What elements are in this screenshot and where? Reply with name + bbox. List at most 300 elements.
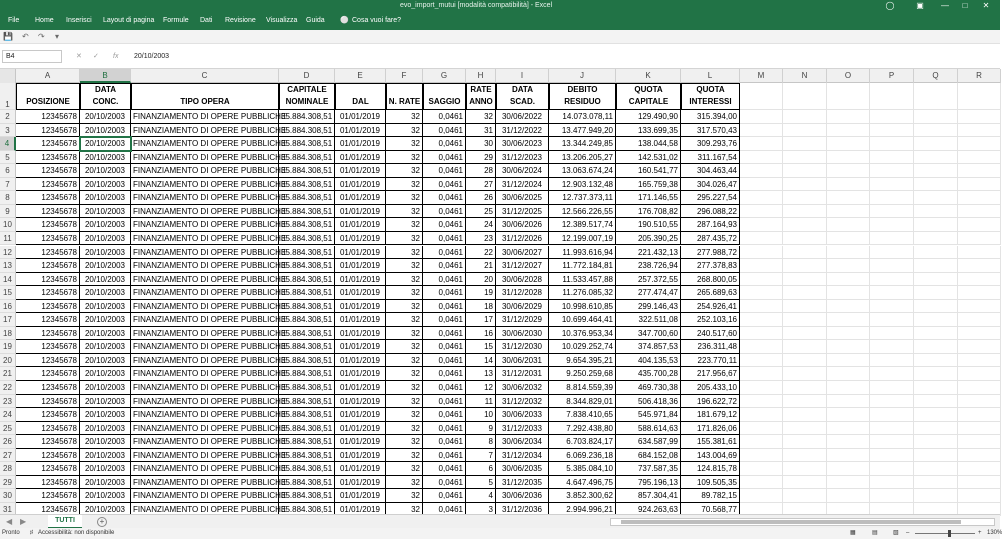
empty-cell[interactable] bbox=[783, 313, 827, 327]
column-header-l[interactable]: L bbox=[681, 69, 740, 83]
cell-dal[interactable]: 01/01/2019 bbox=[335, 489, 386, 503]
zoom-slider[interactable] bbox=[915, 533, 975, 534]
empty-cell[interactable] bbox=[870, 110, 914, 124]
cell-tipo-opera[interactable]: FINANZIAMENTO DI OPERE PUBBLICHE bbox=[131, 489, 279, 503]
empty-cell[interactable] bbox=[958, 408, 1001, 422]
header-data-scad[interactable] bbox=[496, 83, 549, 110]
cell-quota-capitale[interactable]: 374.857,53 bbox=[616, 340, 681, 354]
header-rate-anno[interactable] bbox=[466, 83, 496, 110]
cell-n-rate[interactable]: 32 bbox=[386, 300, 423, 314]
cell-posizione[interactable]: 12345678 bbox=[16, 503, 80, 517]
cell-debito-residuo[interactable]: 6.069.236,18 bbox=[549, 449, 616, 463]
prev-sheet-icon[interactable]: ◀ bbox=[6, 517, 13, 526]
cell-capitale-nominale[interactable]: 35.884.308,51 bbox=[279, 300, 335, 314]
empty-cell[interactable] bbox=[870, 340, 914, 354]
cell-capitale-nominale[interactable]: 35.884.308,51 bbox=[279, 110, 335, 124]
cell-saggio[interactable]: 0,0461 bbox=[423, 354, 466, 368]
cell-data-conc[interactable]: 20/10/2003 bbox=[80, 408, 131, 422]
empty-cell[interactable] bbox=[827, 422, 870, 436]
cell-quota-capitale[interactable]: 165.759,38 bbox=[616, 178, 681, 192]
cell-saggio[interactable]: 0,0461 bbox=[423, 124, 466, 138]
empty-cell[interactable] bbox=[914, 178, 958, 192]
empty-cell[interactable] bbox=[958, 151, 1001, 165]
cell-saggio[interactable]: 0,0461 bbox=[423, 395, 466, 409]
row-header-15[interactable]: 15 bbox=[0, 286, 16, 300]
empty-cell[interactable] bbox=[740, 476, 783, 490]
cell-data-scad[interactable]: 31/12/2028 bbox=[496, 286, 549, 300]
cell-capitale-nominale[interactable]: 35.884.308,51 bbox=[279, 124, 335, 138]
select-all-corner[interactable] bbox=[0, 69, 16, 83]
cell-dal[interactable]: 01/01/2019 bbox=[335, 381, 386, 395]
cell-debito-residuo[interactable]: 4.647.496,75 bbox=[549, 476, 616, 490]
cell-quota-capitale[interactable]: 133.699,35 bbox=[616, 124, 681, 138]
cell-capitale-nominale[interactable]: 35.884.308,51 bbox=[279, 422, 335, 436]
cell-quota-interessi[interactable]: 109.505,35 bbox=[681, 476, 740, 490]
cell-dal[interactable]: 01/01/2019 bbox=[335, 435, 386, 449]
cell-dal[interactable]: 01/01/2019 bbox=[335, 503, 386, 517]
cell-quota-capitale[interactable]: 221.432,13 bbox=[616, 246, 681, 260]
cell-saggio[interactable]: 0,0461 bbox=[423, 435, 466, 449]
row-header-3[interactable]: 3 bbox=[0, 124, 16, 138]
cell-capitale-nominale[interactable]: 35.884.308,51 bbox=[279, 178, 335, 192]
zoom-in-icon[interactable]: + bbox=[978, 530, 982, 536]
cell-debito-residuo[interactable]: 8.814.559,39 bbox=[549, 381, 616, 395]
cell-quota-interessi[interactable]: 254.926,41 bbox=[681, 300, 740, 314]
empty-cell[interactable] bbox=[870, 313, 914, 327]
formula-input[interactable]: 20/10/2003 bbox=[134, 53, 170, 60]
cell-debito-residuo[interactable]: 10.029.252,74 bbox=[549, 340, 616, 354]
empty-cell[interactable] bbox=[958, 462, 1001, 476]
row-header-18[interactable]: 18 bbox=[0, 327, 16, 341]
empty-cell[interactable] bbox=[914, 232, 958, 246]
horizontal-scrollbar[interactable] bbox=[610, 518, 995, 526]
row-header-20[interactable]: 20 bbox=[0, 354, 16, 368]
empty-cell[interactable] bbox=[740, 300, 783, 314]
add-sheet-button[interactable]: + bbox=[97, 517, 107, 527]
zoom-level[interactable]: 130% bbox=[987, 530, 1002, 536]
empty-cell[interactable] bbox=[827, 124, 870, 138]
column-header-q[interactable]: Q bbox=[914, 69, 958, 83]
empty-cell[interactable] bbox=[783, 300, 827, 314]
empty-cell[interactable] bbox=[740, 124, 783, 138]
cell-capitale-nominale[interactable]: 35.884.308,51 bbox=[279, 246, 335, 260]
cell-quota-interessi[interactable]: 181.679,12 bbox=[681, 408, 740, 422]
cell-rate-anno[interactable]: 13 bbox=[466, 367, 496, 381]
empty-cell[interactable] bbox=[740, 435, 783, 449]
empty-cell[interactable] bbox=[914, 449, 958, 463]
cell-data-conc[interactable]: 20/10/2003 bbox=[80, 137, 131, 151]
cell-tipo-opera[interactable]: FINANZIAMENTO DI OPERE PUBBLICHE bbox=[131, 259, 279, 273]
empty-cell[interactable] bbox=[914, 462, 958, 476]
empty-cell[interactable] bbox=[740, 218, 783, 232]
empty-cell[interactable] bbox=[783, 246, 827, 260]
empty-cell[interactable] bbox=[827, 137, 870, 151]
column-header-h[interactable]: H bbox=[466, 69, 496, 83]
empty-cell[interactable] bbox=[958, 259, 1001, 273]
row-header-19[interactable]: 19 bbox=[0, 340, 16, 354]
scrollbar-thumb[interactable] bbox=[621, 520, 961, 524]
empty-cell[interactable] bbox=[958, 124, 1001, 138]
empty-cell[interactable] bbox=[740, 354, 783, 368]
empty-cell[interactable] bbox=[914, 137, 958, 151]
cell-tipo-opera[interactable]: FINANZIAMENTO DI OPERE PUBBLICHE bbox=[131, 340, 279, 354]
empty-cell[interactable] bbox=[740, 164, 783, 178]
cell-posizione[interactable]: 12345678 bbox=[16, 218, 80, 232]
cell-n-rate[interactable]: 32 bbox=[386, 395, 423, 409]
cell-data-scad[interactable]: 31/12/2033 bbox=[496, 422, 549, 436]
cell-n-rate[interactable]: 32 bbox=[386, 246, 423, 260]
cell-rate-anno[interactable]: 7 bbox=[466, 449, 496, 463]
cell-rate-anno[interactable]: 4 bbox=[466, 489, 496, 503]
empty-cell[interactable] bbox=[783, 191, 827, 205]
cell-quota-interessi[interactable]: 311.167,54 bbox=[681, 151, 740, 165]
cell-capitale-nominale[interactable]: 35.884.308,51 bbox=[279, 462, 335, 476]
cell-saggio[interactable]: 0,0461 bbox=[423, 449, 466, 463]
cell-rate-anno[interactable]: 32 bbox=[466, 110, 496, 124]
cell-quota-capitale[interactable]: 257.372,55 bbox=[616, 273, 681, 287]
empty-cell[interactable] bbox=[914, 218, 958, 232]
column-header-k[interactable]: K bbox=[616, 69, 681, 83]
cell-quota-capitale[interactable]: 684.152,08 bbox=[616, 449, 681, 463]
cell-data-conc[interactable]: 20/10/2003 bbox=[80, 205, 131, 219]
cell-capitale-nominale[interactable]: 35.884.308,51 bbox=[279, 367, 335, 381]
cell-capitale-nominale[interactable]: 35.884.308,51 bbox=[279, 191, 335, 205]
cell-dal[interactable]: 01/01/2019 bbox=[335, 327, 386, 341]
cell-quota-capitale[interactable]: 634.587,99 bbox=[616, 435, 681, 449]
cell-posizione[interactable]: 12345678 bbox=[16, 273, 80, 287]
cell-n-rate[interactable]: 32 bbox=[386, 178, 423, 192]
cell-n-rate[interactable]: 32 bbox=[386, 164, 423, 178]
cell-data-scad[interactable]: 30/06/2028 bbox=[496, 273, 549, 287]
cell-rate-anno[interactable]: 31 bbox=[466, 124, 496, 138]
accessibility-icon[interactable]: ♯ bbox=[30, 530, 33, 536]
cell-dal[interactable]: 01/01/2019 bbox=[335, 218, 386, 232]
row-header-16[interactable]: 16 bbox=[0, 300, 16, 314]
cell-saggio[interactable]: 0,0461 bbox=[423, 462, 466, 476]
empty-cell[interactable] bbox=[783, 381, 827, 395]
cell-tipo-opera[interactable]: FINANZIAMENTO DI OPERE PUBBLICHE bbox=[131, 449, 279, 463]
cell-debito-residuo[interactable]: 14.073.078,11 bbox=[549, 110, 616, 124]
column-header-c[interactable]: C bbox=[131, 69, 279, 83]
cell-capitale-nominale[interactable]: 35.884.308,51 bbox=[279, 164, 335, 178]
empty-cell[interactable] bbox=[740, 205, 783, 219]
cell-data-conc[interactable]: 20/10/2003 bbox=[80, 191, 131, 205]
cell-quota-capitale[interactable]: 347.700,60 bbox=[616, 327, 681, 341]
empty-cell[interactable] bbox=[870, 137, 914, 151]
cell-saggio[interactable]: 0,0461 bbox=[423, 327, 466, 341]
cell-tipo-opera[interactable]: FINANZIAMENTO DI OPERE PUBBLICHE bbox=[131, 191, 279, 205]
cell-posizione[interactable]: 12345678 bbox=[16, 327, 80, 341]
cell-rate-anno[interactable]: 28 bbox=[466, 164, 496, 178]
cell-data-conc[interactable]: 20/10/2003 bbox=[80, 151, 131, 165]
empty-cell[interactable] bbox=[783, 124, 827, 138]
cell-n-rate[interactable]: 32 bbox=[386, 503, 423, 517]
cell-dal[interactable]: 01/01/2019 bbox=[335, 232, 386, 246]
cell-tipo-opera[interactable]: FINANZIAMENTO DI OPERE PUBBLICHE bbox=[131, 137, 279, 151]
cell-quota-capitale[interactable]: 299.146,43 bbox=[616, 300, 681, 314]
cell-saggio[interactable]: 0,0461 bbox=[423, 151, 466, 165]
cell-tipo-opera[interactable]: FINANZIAMENTO DI OPERE PUBBLICHE bbox=[131, 286, 279, 300]
empty-cell[interactable] bbox=[740, 232, 783, 246]
row-header-1[interactable]: 1 bbox=[0, 83, 16, 110]
cell-data-scad[interactable]: 30/06/2034 bbox=[496, 435, 549, 449]
cell-quota-capitale[interactable]: 176.708,82 bbox=[616, 205, 681, 219]
cell-capitale-nominale[interactable]: 35.884.308,51 bbox=[279, 232, 335, 246]
empty-cell[interactable] bbox=[827, 395, 870, 409]
cell-capitale-nominale[interactable]: 35.884.308,51 bbox=[279, 435, 335, 449]
undo-icon[interactable]: ↶ bbox=[22, 32, 29, 41]
column-header-a[interactable]: A bbox=[16, 69, 80, 83]
minimize-icon[interactable]: — bbox=[941, 1, 949, 10]
name-box[interactable]: B4 bbox=[2, 50, 62, 63]
cell-dal[interactable]: 01/01/2019 bbox=[335, 408, 386, 422]
cell-dal[interactable]: 01/01/2019 bbox=[335, 300, 386, 314]
cell-n-rate[interactable]: 32 bbox=[386, 273, 423, 287]
tab-revisione[interactable]: Revisione bbox=[225, 17, 256, 24]
cell-debito-residuo[interactable]: 13.344.249,85 bbox=[549, 137, 616, 151]
cell-n-rate[interactable]: 32 bbox=[386, 340, 423, 354]
cell-data-scad[interactable]: 30/06/2033 bbox=[496, 408, 549, 422]
empty-cell[interactable] bbox=[958, 449, 1001, 463]
cell-data-scad[interactable]: 31/12/2024 bbox=[496, 178, 549, 192]
row-header-7[interactable]: 7 bbox=[0, 178, 16, 192]
empty-cell[interactable] bbox=[783, 476, 827, 490]
empty-cell[interactable] bbox=[827, 476, 870, 490]
cell-dal[interactable]: 01/01/2019 bbox=[335, 462, 386, 476]
cell-debito-residuo[interactable]: 8.344.829,01 bbox=[549, 395, 616, 409]
empty-cell[interactable] bbox=[870, 246, 914, 260]
cell-debito-residuo[interactable]: 3.852.300,62 bbox=[549, 489, 616, 503]
page-break-icon[interactable]: ▧ bbox=[893, 530, 899, 536]
cell-data-scad[interactable]: 30/06/2030 bbox=[496, 327, 549, 341]
empty-cell[interactable] bbox=[870, 232, 914, 246]
cell-posizione[interactable]: 12345678 bbox=[16, 435, 80, 449]
cell-debito-residuo[interactable]: 11.772.184,81 bbox=[549, 259, 616, 273]
cell-debito-residuo[interactable]: 9.654.395,21 bbox=[549, 354, 616, 368]
cell-data-conc[interactable]: 20/10/2003 bbox=[80, 476, 131, 490]
empty-cell[interactable] bbox=[783, 259, 827, 273]
cell-data-conc[interactable]: 20/10/2003 bbox=[80, 110, 131, 124]
cell-tipo-opera[interactable]: FINANZIAMENTO DI OPERE PUBBLICHE bbox=[131, 205, 279, 219]
cell-n-rate[interactable]: 32 bbox=[386, 151, 423, 165]
cell-rate-anno[interactable]: 14 bbox=[466, 354, 496, 368]
cell-capitale-nominale[interactable]: 35.884.308,51 bbox=[279, 137, 335, 151]
cell-dal[interactable]: 01/01/2019 bbox=[335, 246, 386, 260]
empty-cell[interactable] bbox=[740, 286, 783, 300]
header-data-conc[interactable] bbox=[80, 83, 131, 110]
empty-cell[interactable] bbox=[827, 178, 870, 192]
empty-cell[interactable] bbox=[958, 476, 1001, 490]
cell-n-rate[interactable]: 32 bbox=[386, 327, 423, 341]
cell-posizione[interactable]: 12345678 bbox=[16, 300, 80, 314]
cell-debito-residuo[interactable]: 9.250.259,68 bbox=[549, 367, 616, 381]
empty-cell[interactable] bbox=[870, 381, 914, 395]
cell-rate-anno[interactable]: 30 bbox=[466, 137, 496, 151]
empty-cell[interactable] bbox=[914, 110, 958, 124]
cell-rate-anno[interactable]: 21 bbox=[466, 259, 496, 273]
accessibility-status[interactable]: Accessibilità: non disponibile bbox=[38, 530, 115, 536]
cell-quota-capitale[interactable]: 322.511,08 bbox=[616, 313, 681, 327]
cell-saggio[interactable]: 0,0461 bbox=[423, 300, 466, 314]
cell-quota-interessi[interactable]: 155.381,61 bbox=[681, 435, 740, 449]
row-header-21[interactable]: 21 bbox=[0, 367, 16, 381]
row-header-5[interactable]: 5 bbox=[0, 151, 16, 165]
cell-data-conc[interactable]: 20/10/2003 bbox=[80, 462, 131, 476]
empty-cell[interactable] bbox=[958, 435, 1001, 449]
save-icon[interactable]: 💾 bbox=[3, 32, 13, 41]
cell-saggio[interactable]: 0,0461 bbox=[423, 408, 466, 422]
cell-quota-capitale[interactable]: 171.146,55 bbox=[616, 191, 681, 205]
cell-posizione[interactable]: 12345678 bbox=[16, 151, 80, 165]
cell-posizione[interactable]: 12345678 bbox=[16, 232, 80, 246]
cell-capitale-nominale[interactable]: 35.884.308,51 bbox=[279, 286, 335, 300]
cell-dal[interactable]: 01/01/2019 bbox=[335, 137, 386, 151]
cell-data-scad[interactable]: 30/06/2035 bbox=[496, 462, 549, 476]
cell-n-rate[interactable]: 32 bbox=[386, 137, 423, 151]
empty-cell[interactable] bbox=[827, 232, 870, 246]
empty-cell[interactable] bbox=[914, 151, 958, 165]
empty-cell[interactable] bbox=[783, 205, 827, 219]
cell-posizione[interactable]: 12345678 bbox=[16, 381, 80, 395]
cell-data-scad[interactable]: 31/12/2023 bbox=[496, 151, 549, 165]
cell-n-rate[interactable]: 32 bbox=[386, 313, 423, 327]
cell-quota-capitale[interactable]: 142.531,02 bbox=[616, 151, 681, 165]
tab-dati[interactable]: Dati bbox=[200, 17, 213, 24]
empty-cell[interactable] bbox=[870, 476, 914, 490]
cell-posizione[interactable]: 12345678 bbox=[16, 449, 80, 463]
cell-posizione[interactable]: 12345678 bbox=[16, 476, 80, 490]
row-header-6[interactable]: 6 bbox=[0, 164, 16, 178]
cell-data-scad[interactable]: 30/06/2036 bbox=[496, 489, 549, 503]
empty-cell[interactable] bbox=[783, 354, 827, 368]
cell-quota-interessi[interactable]: 265.689,63 bbox=[681, 286, 740, 300]
row-header-26[interactable]: 26 bbox=[0, 435, 16, 449]
cell-n-rate[interactable]: 32 bbox=[386, 381, 423, 395]
cell-quota-capitale[interactable]: 129.490,90 bbox=[616, 110, 681, 124]
cell-dal[interactable]: 01/01/2019 bbox=[335, 151, 386, 165]
cell-saggio[interactable]: 0,0461 bbox=[423, 313, 466, 327]
cell-dal[interactable]: 01/01/2019 bbox=[335, 422, 386, 436]
cell-tipo-opera[interactable]: FINANZIAMENTO DI OPERE PUBBLICHE bbox=[131, 232, 279, 246]
cell-rate-anno[interactable]: 20 bbox=[466, 273, 496, 287]
row-header-8[interactable]: 8 bbox=[0, 191, 16, 205]
cell-rate-anno[interactable]: 15 bbox=[466, 340, 496, 354]
cell-quota-interessi[interactable]: 171.826,06 bbox=[681, 422, 740, 436]
cell-quota-interessi[interactable]: 296.088,22 bbox=[681, 205, 740, 219]
empty-cell[interactable] bbox=[914, 83, 958, 110]
cell-quota-interessi[interactable]: 304.463,44 bbox=[681, 164, 740, 178]
cell-rate-anno[interactable]: 3 bbox=[466, 503, 496, 517]
cell-posizione[interactable]: 12345678 bbox=[16, 354, 80, 368]
empty-cell[interactable] bbox=[958, 367, 1001, 381]
empty-cell[interactable] bbox=[740, 340, 783, 354]
empty-cell[interactable] bbox=[870, 462, 914, 476]
cell-debito-residuo[interactable]: 12.566.226,55 bbox=[549, 205, 616, 219]
row-header-23[interactable]: 23 bbox=[0, 395, 16, 409]
customize-icon[interactable]: ▾ bbox=[55, 32, 60, 41]
empty-cell[interactable] bbox=[914, 286, 958, 300]
cell-debito-residuo[interactable]: 13.477.949,20 bbox=[549, 124, 616, 138]
cell-quota-capitale[interactable]: 924.263,63 bbox=[616, 503, 681, 517]
cell-saggio[interactable]: 0,0461 bbox=[423, 178, 466, 192]
empty-cell[interactable] bbox=[870, 300, 914, 314]
cell-tipo-opera[interactable]: FINANZIAMENTO DI OPERE PUBBLICHE bbox=[131, 503, 279, 517]
cell-data-scad[interactable]: 31/12/2032 bbox=[496, 395, 549, 409]
cell-saggio[interactable]: 0,0461 bbox=[423, 273, 466, 287]
header-dal[interactable] bbox=[335, 83, 386, 110]
empty-cell[interactable] bbox=[958, 232, 1001, 246]
tab-inserisci[interactable]: Inserisci bbox=[66, 17, 92, 24]
cell-tipo-opera[interactable]: FINANZIAMENTO DI OPERE PUBBLICHE bbox=[131, 300, 279, 314]
cell-rate-anno[interactable]: 26 bbox=[466, 191, 496, 205]
cell-posizione[interactable]: 12345678 bbox=[16, 408, 80, 422]
cell-data-conc[interactable]: 20/10/2003 bbox=[80, 489, 131, 503]
column-header-m[interactable]: M bbox=[740, 69, 783, 83]
empty-cell[interactable] bbox=[740, 83, 783, 110]
cell-data-conc[interactable]: 20/10/2003 bbox=[80, 503, 131, 517]
empty-cell[interactable] bbox=[740, 327, 783, 341]
empty-cell[interactable] bbox=[740, 110, 783, 124]
empty-cell[interactable] bbox=[870, 395, 914, 409]
cell-quota-interessi[interactable]: 223.770,11 bbox=[681, 354, 740, 368]
empty-cell[interactable] bbox=[958, 340, 1001, 354]
cell-saggio[interactable]: 0,0461 bbox=[423, 286, 466, 300]
cell-data-conc[interactable]: 20/10/2003 bbox=[80, 232, 131, 246]
row-header-28[interactable]: 28 bbox=[0, 462, 16, 476]
empty-cell[interactable] bbox=[783, 462, 827, 476]
empty-cell[interactable] bbox=[958, 110, 1001, 124]
cell-data-scad[interactable]: 31/12/2025 bbox=[496, 205, 549, 219]
cell-data-conc[interactable]: 20/10/2003 bbox=[80, 422, 131, 436]
cell-dal[interactable]: 01/01/2019 bbox=[335, 124, 386, 138]
cell-quota-capitale[interactable]: 469.730,38 bbox=[616, 381, 681, 395]
cell-data-scad[interactable]: 31/12/2027 bbox=[496, 259, 549, 273]
cell-rate-anno[interactable]: 11 bbox=[466, 395, 496, 409]
cell-n-rate[interactable]: 32 bbox=[386, 422, 423, 436]
cell-quota-interessi[interactable]: 315.394,00 bbox=[681, 110, 740, 124]
cell-tipo-opera[interactable]: FINANZIAMENTO DI OPERE PUBBLICHE bbox=[131, 124, 279, 138]
header-posizione[interactable] bbox=[16, 83, 80, 110]
restore-icon[interactable]: □ bbox=[962, 1, 968, 10]
empty-cell[interactable] bbox=[914, 381, 958, 395]
cell-saggio[interactable]: 0,0461 bbox=[423, 422, 466, 436]
cell-quota-capitale[interactable]: 160.541,77 bbox=[616, 164, 681, 178]
cell-n-rate[interactable]: 32 bbox=[386, 232, 423, 246]
empty-cell[interactable] bbox=[870, 354, 914, 368]
cell-saggio[interactable]: 0,0461 bbox=[423, 503, 466, 517]
cell-quota-interessi[interactable]: 304.026,47 bbox=[681, 178, 740, 192]
cell-data-scad[interactable]: 31/12/2034 bbox=[496, 449, 549, 463]
column-header-b[interactable]: B bbox=[80, 69, 131, 83]
empty-cell[interactable] bbox=[914, 422, 958, 436]
empty-cell[interactable] bbox=[783, 164, 827, 178]
cell-tipo-opera[interactable]: FINANZIAMENTO DI OPERE PUBBLICHE bbox=[131, 313, 279, 327]
column-header-i[interactable]: I bbox=[496, 69, 549, 83]
cell-rate-anno[interactable]: 12 bbox=[466, 381, 496, 395]
cell-dal[interactable]: 01/01/2019 bbox=[335, 286, 386, 300]
empty-cell[interactable] bbox=[827, 259, 870, 273]
page-layout-icon[interactable]: ▤ bbox=[872, 530, 878, 536]
empty-cell[interactable] bbox=[958, 381, 1001, 395]
empty-cell[interactable] bbox=[914, 246, 958, 260]
cell-capitale-nominale[interactable]: 35.884.308,51 bbox=[279, 408, 335, 422]
row-header-22[interactable]: 22 bbox=[0, 381, 16, 395]
close-icon[interactable]: ✕ bbox=[982, 1, 990, 10]
empty-cell[interactable] bbox=[914, 300, 958, 314]
empty-cell[interactable] bbox=[914, 354, 958, 368]
cell-data-conc[interactable]: 20/10/2003 bbox=[80, 259, 131, 273]
cell-posizione[interactable]: 12345678 bbox=[16, 489, 80, 503]
